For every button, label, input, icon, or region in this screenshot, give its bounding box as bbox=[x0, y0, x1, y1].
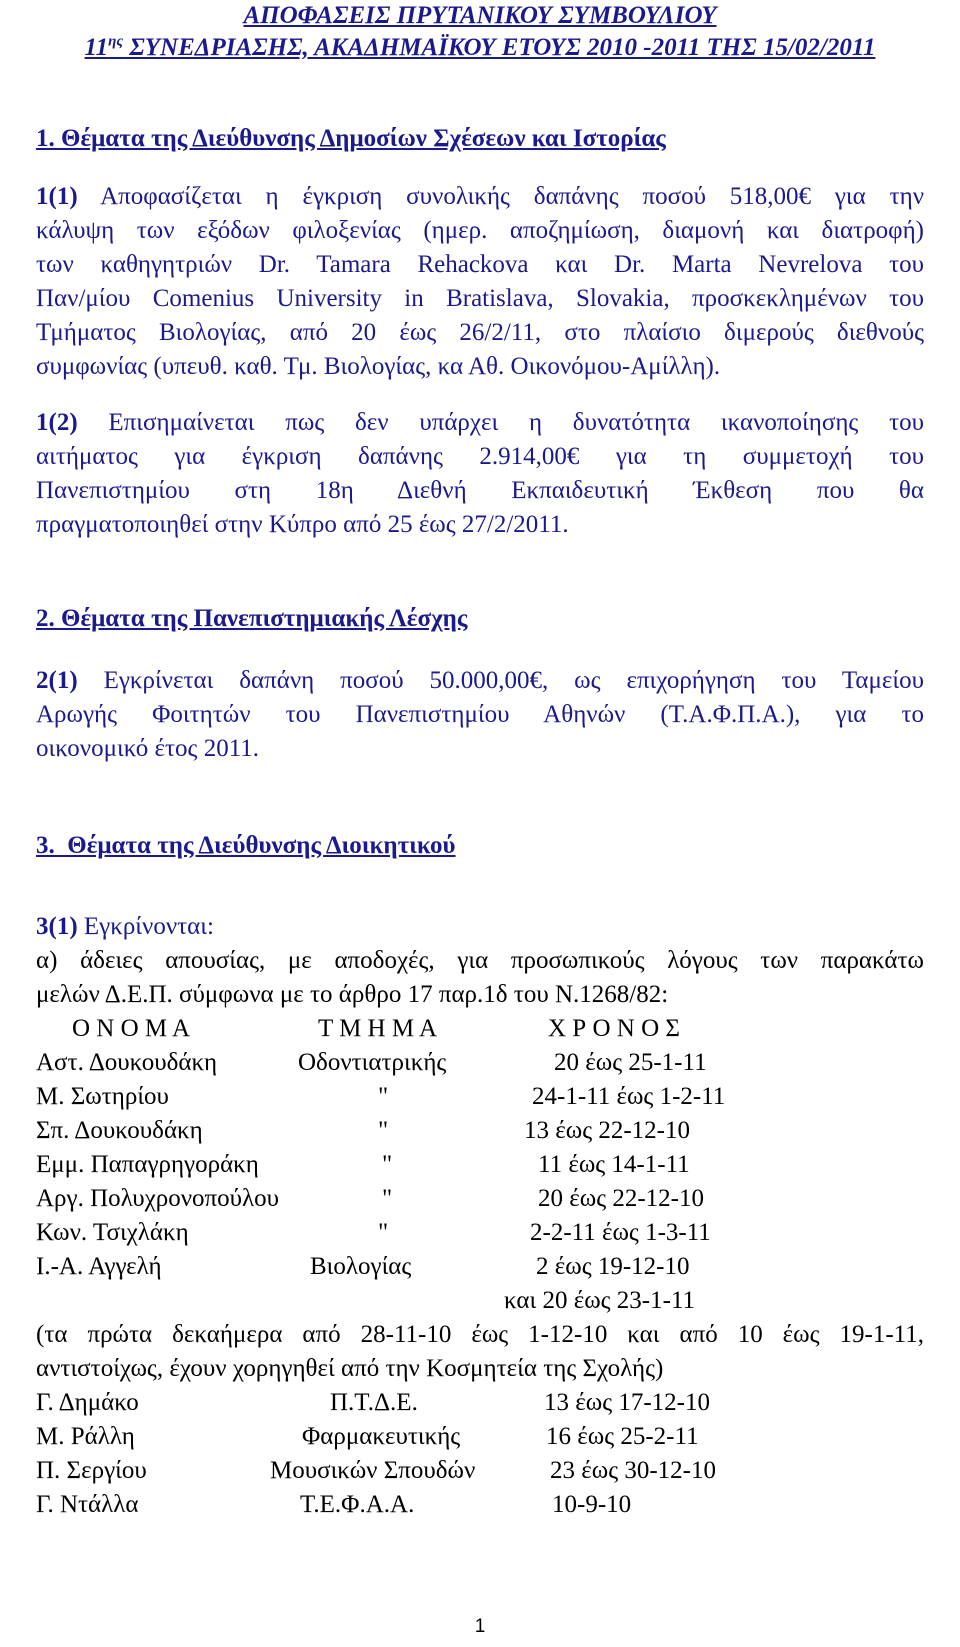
table-row-department: Μουσικών Σπουδών bbox=[270, 1457, 476, 1484]
table-row-department: " bbox=[382, 1151, 393, 1178]
section-heading-3: 3. Θέματα της Διεύθυνσης Διοικητικού bbox=[36, 832, 456, 859]
table-row-period-continued: και 20 έως 23-1-11 bbox=[504, 1287, 696, 1314]
table-row-period: 23 έως 30-12-10 bbox=[550, 1457, 717, 1484]
table-row-department: " bbox=[378, 1219, 389, 1246]
table-row-department: " bbox=[378, 1117, 389, 1144]
item-1-1-line-4: Παν/μίου Comenius University in Bratislava, Slovakia, προσκεκλημένων του bbox=[36, 285, 924, 312]
table-row-department: Τ.Ε.Φ.Α.Α. bbox=[300, 1491, 415, 1518]
item-2-1-line-1: 2(1) Εγκρίνεται δαπάνη ποσού 50.000,00€, ως επιχορήγηση του Ταμείου bbox=[36, 667, 924, 694]
table-row-department: Οδοντιατρικής bbox=[298, 1049, 447, 1076]
item-1-1-line-1: 1(1) Αποφασίζεται η έγκριση συνολικής δαπάνης ποσού 518,00€ για την bbox=[36, 183, 924, 210]
page-number: 1 bbox=[474, 1616, 486, 1637]
section-heading-2: 2. Θέματα της Πανεπιστημιακής Λέσχης bbox=[36, 605, 468, 632]
table-row-name: Αργ. Πολυχρονοπούλου bbox=[36, 1185, 280, 1212]
table-row-period: 13 έως 22-12-10 bbox=[524, 1117, 691, 1144]
table-row-period: 20 έως 22-12-10 bbox=[538, 1185, 705, 1212]
table-row-period: 2 έως 19-12-10 bbox=[536, 1253, 690, 1280]
table-header-period: Χ Ρ Ο Ν Ο Σ bbox=[548, 1015, 680, 1042]
document-subtitle: $11^{\eta\varsigma}$ ΣΥΝΕΔΡΙΑΣΗΣ, ΑΚΑΔΗΜΑΪΚΟΥ ΕΤΟΥΣ 2010 -2011 ΤΗΣ 15/02/2011 bbox=[84, 33, 876, 61]
item-1-1-line-3: των καθηγητριών Dr. Tamara Rehackova και Dr. Marta Nevrelova του bbox=[36, 251, 924, 278]
document-page bbox=[36, 0, 924, 1647]
table-row-department: Βιολογίας bbox=[310, 1253, 412, 1280]
table-row-name: Αστ. Δουκουδάκη bbox=[36, 1049, 218, 1076]
item-1-2-line-3: Πανεπιστημίου στη 18η Διεθνή Εκπαιδευτική Έκθεση που θα bbox=[36, 477, 924, 504]
table-row-department: " bbox=[382, 1185, 393, 1212]
table-row-name: Σπ. Δουκουδάκη bbox=[36, 1117, 203, 1144]
document-title: ΑΠΟΦΑΣΕΙΣ ΠΡΥΤΑΝΙΚΟΥ ΣΥΜΒΟΥΛΙΟΥ bbox=[243, 2, 717, 29]
item-2-1-line-2: Αρωγής Φοιτητών του Πανεπιστημίου Αθηνών (Τ.Α.Φ.Π.Α.), για το bbox=[36, 701, 924, 728]
table-row-name: Ι.-Α. Αγγελή bbox=[36, 1253, 162, 1280]
table-row-period: 11 έως 14-1-11 bbox=[538, 1151, 690, 1178]
table-row-period: 20 έως 25-1-11 bbox=[554, 1049, 707, 1076]
item-3-1-line-1: 3(1) Εγκρίνονται: bbox=[36, 913, 214, 940]
item-3-1-line-3: μελών Δ.Ε.Π. σύμφωνα με το άρθρο 17 παρ.1δ του Ν.1268/82: bbox=[36, 981, 669, 1008]
table-header-name: Ο Ν Ο Μ Α bbox=[72, 1015, 191, 1042]
item-1-1-line-6: συμφωνίας (υπευθ. καθ. Τμ. Βιολογίας, κα Αθ. Οικονόμου-Αμίλλη). bbox=[36, 353, 721, 380]
item-1-2-line-1: 1(2) Επισημαίνεται πως δεν υπάρχει η δυνατότητα ικανοποίησης του bbox=[36, 409, 924, 436]
table-row-period: 16 έως 25-2-11 bbox=[546, 1423, 699, 1450]
table-row-name: Μ. Σωτηρίου bbox=[36, 1083, 169, 1110]
table-row-department: Π.Τ.Δ.Ε. bbox=[330, 1389, 418, 1416]
item-1-2-line-2: αιτήματος για έγκριση δαπάνης 2.914,00€ για τη συμμετοχή του bbox=[36, 443, 924, 470]
section-heading-1: 1. Θέματα της Διεύθυνσης Δημοσίων Σχέσεων και Ιστορίας bbox=[36, 125, 666, 152]
table-row-name: Γ. Δημάκο bbox=[36, 1389, 139, 1416]
table-note-line-1: (τα πρώτα δεκαήμερα από 28-11-10 έως 1-12-10 και από 10 έως 19-1-11, bbox=[36, 1321, 924, 1348]
table-row-name: Π. Σεργίου bbox=[36, 1457, 147, 1484]
item-3-1-line-2: α) άδειες απουσίας, με αποδοχές, για προσωπικούς λόγους των παρακάτω bbox=[36, 947, 924, 974]
table-row-name: Εμμ. Παπαγρηγοράκη bbox=[36, 1151, 259, 1178]
table-row-period: 10-9-10 bbox=[552, 1491, 632, 1518]
table-row-period: 13 έως 17-12-10 bbox=[544, 1389, 711, 1416]
table-note-line-2: αντιστοίχως, έχουν χορηγηθεί από την Κοσμητεία της Σχολής) bbox=[36, 1355, 664, 1382]
table-row-department: " bbox=[378, 1083, 389, 1110]
table-row-name: Μ. Ράλλη bbox=[36, 1423, 135, 1450]
table-row-department: Φαρμακευτικής bbox=[302, 1423, 461, 1450]
table-row-period: 2-2-11 έως 1-3-11 bbox=[530, 1219, 711, 1246]
table-row-period: 24-1-11 έως 1-2-11 bbox=[532, 1083, 726, 1110]
table-row-name: Κων. Τσιχλάκη bbox=[36, 1219, 189, 1246]
item-1-1-line-5: Τμήματος Βιολογίας, από 20 έως 26/2/11, στο πλαίσιο διμερούς διεθνούς bbox=[36, 319, 924, 346]
item-1-1-line-2: κάλυψη των εξόδων φιλοξενίας (ημερ. αποζημίωση, διαμονή και διατροφή) bbox=[36, 217, 924, 244]
table-row-name: Γ. Ντάλλα bbox=[36, 1491, 139, 1518]
item-2-1-line-3: οικονομικό έτος 2011. bbox=[36, 735, 260, 762]
table-header-department: Τ Μ Η Μ Α bbox=[318, 1015, 438, 1042]
item-1-2-line-4: πραγματοποιηθεί στην Κύπρο από 25 έως 27/2/2011. bbox=[36, 511, 569, 538]
